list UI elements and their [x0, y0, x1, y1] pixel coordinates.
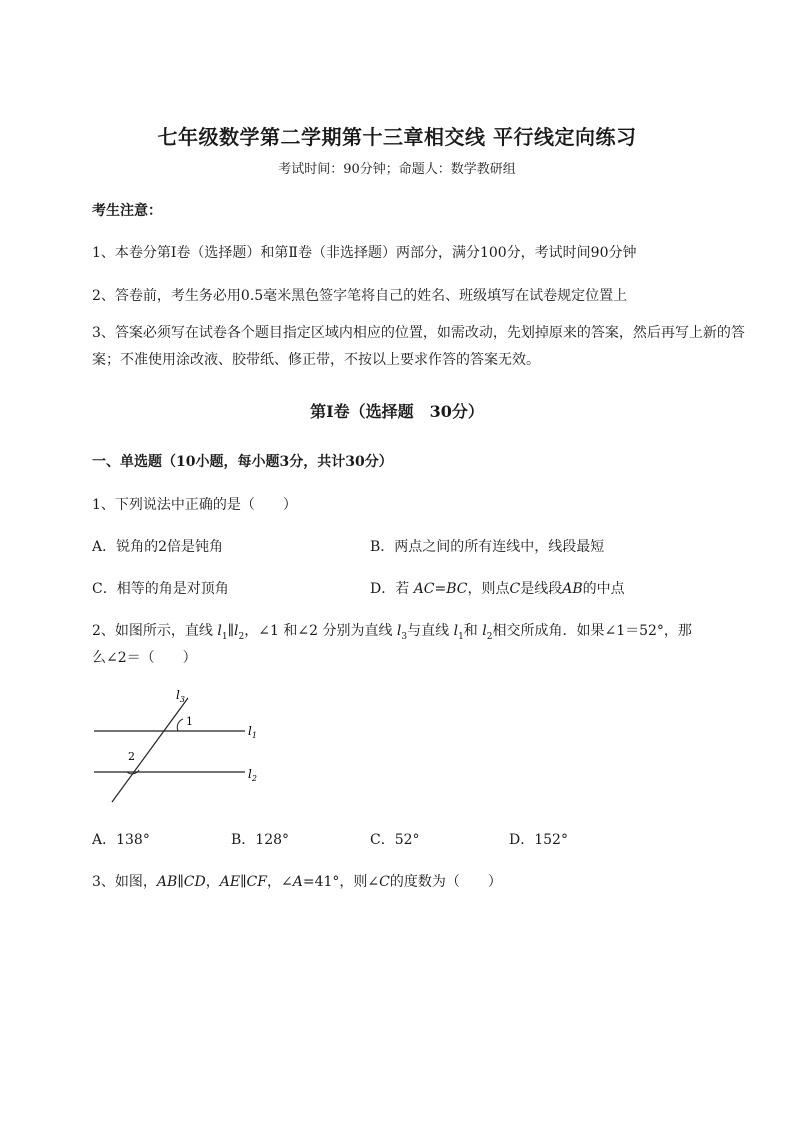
question-1-stem: 1、下列说法中正确的是（ ） [92, 497, 297, 513]
question-1-option-a: A．锐角的2倍是钝角 [92, 539, 224, 555]
question-1-option-d [370, 578, 625, 598]
question-3-stem [92, 871, 502, 891]
q2-text-2: ，∠1 和∠2 分别为直线 [244, 623, 397, 639]
q3-text-3: =41°，则∠ [302, 874, 380, 890]
q2-text-1: 2、如图所示，直线 [92, 623, 218, 639]
q3-ab: AB [156, 874, 178, 890]
question-2-option-d: D．152° [509, 832, 568, 848]
q2-text-3: 与直线 [407, 623, 454, 639]
q2-l1-b: l [453, 623, 459, 639]
option-d-mid2: 是线段 [520, 581, 563, 597]
q2-l2: l [234, 623, 239, 639]
q2-sub-2b: 2 [486, 631, 493, 642]
q3-cd: CD [183, 874, 206, 890]
label-l2: $l_2$ [248, 767, 257, 783]
angle-1-arc [177, 719, 183, 731]
option-d-mid: ，则点 [467, 581, 510, 597]
question-2-stem-line-2: 么∠2＝（ ） [92, 650, 197, 666]
q2-sub-2: 2 [238, 631, 245, 642]
q3-text-2: ，∠ [266, 874, 293, 890]
q3-angle-c: C [379, 874, 390, 890]
parallel-lines-figure [90, 686, 270, 804]
question-2-option-b: B．128° [231, 832, 290, 848]
question-1-option-c: C．相等的角是对顶角 [92, 581, 229, 597]
label-l1: $l_1$ [248, 724, 257, 740]
q2-l3: l [396, 623, 402, 639]
math-point-c: C [509, 581, 521, 597]
label-angle-1: 1 [186, 715, 193, 728]
q3-text-4: 的度数为（ ） [389, 874, 502, 890]
question-1-option-b: B．两点之间的所有连线中，线段最短 [370, 539, 605, 555]
q2-l2-b: l [482, 623, 487, 639]
q3-parallel-2: ∥ [240, 874, 247, 890]
q2-l1: l [217, 623, 222, 639]
q2-sub-3: 3 [401, 631, 408, 642]
page-title: 七年级数学第二学期第十三章相交线 平行线定向练习 [157, 125, 637, 149]
q3-text-1: 3、如图， [92, 874, 157, 890]
q3-comma: ， [205, 874, 220, 890]
q3-ae: AE [219, 874, 241, 890]
question-2-option-a: A．138° [92, 832, 150, 848]
line-l3 [112, 698, 188, 802]
notice-item-1: 1、本卷分第I卷（选择题）和第Ⅱ卷（非选择题）两部分，满分100分，考试时间90分钟 [92, 245, 637, 261]
q2-text-4: 和 [463, 623, 483, 639]
q2-parallel: ∥ [227, 623, 235, 639]
question-2-stem-line-1 [92, 620, 692, 642]
question-2-option-c: C．52° [370, 832, 420, 848]
notice-heading: 考生注意： [92, 203, 162, 219]
option-d-prefix: D．若 [370, 581, 414, 597]
q2-sub-1b: 1 [458, 631, 464, 642]
q3-cf: CF [246, 874, 267, 890]
part-title: 一、单选题（10小题，每小题3分，共计30分） [92, 454, 393, 470]
option-d-end: 的中点 [582, 581, 625, 597]
notice-item-2: 2、答卷前，考生务必用0.5毫米黑色签字笔将自己的姓名、班级填写在试卷规定位置上 [92, 288, 628, 304]
math-ac-eq-bc: AC=BC [413, 581, 468, 597]
q3-angle-a: A [292, 874, 303, 890]
q2-sub-1: 1 [221, 631, 228, 642]
label-l3: $l_3$ [176, 688, 185, 704]
q2-text-5: 相交所成角．如果∠1＝52°，那 [492, 623, 692, 639]
exam-info: 考试时间：90分钟；命题人：数学教研组 [278, 162, 516, 177]
math-segment-ab: AB [562, 581, 583, 597]
section-title: 第I卷（选择题 30分） [310, 402, 484, 421]
q3-parallel-1: ∥ [177, 874, 184, 890]
label-angle-2: 2 [128, 750, 135, 763]
notice-item-3: 3、答案必须写在试卷各个题目指定区域内相应的位置，如需改动，先划掉原来的答案，然后再写上新的答案；不准使用涂改液、胶带纸、修正带，不按以上要求作答的答案无效。 [92, 325, 745, 368]
